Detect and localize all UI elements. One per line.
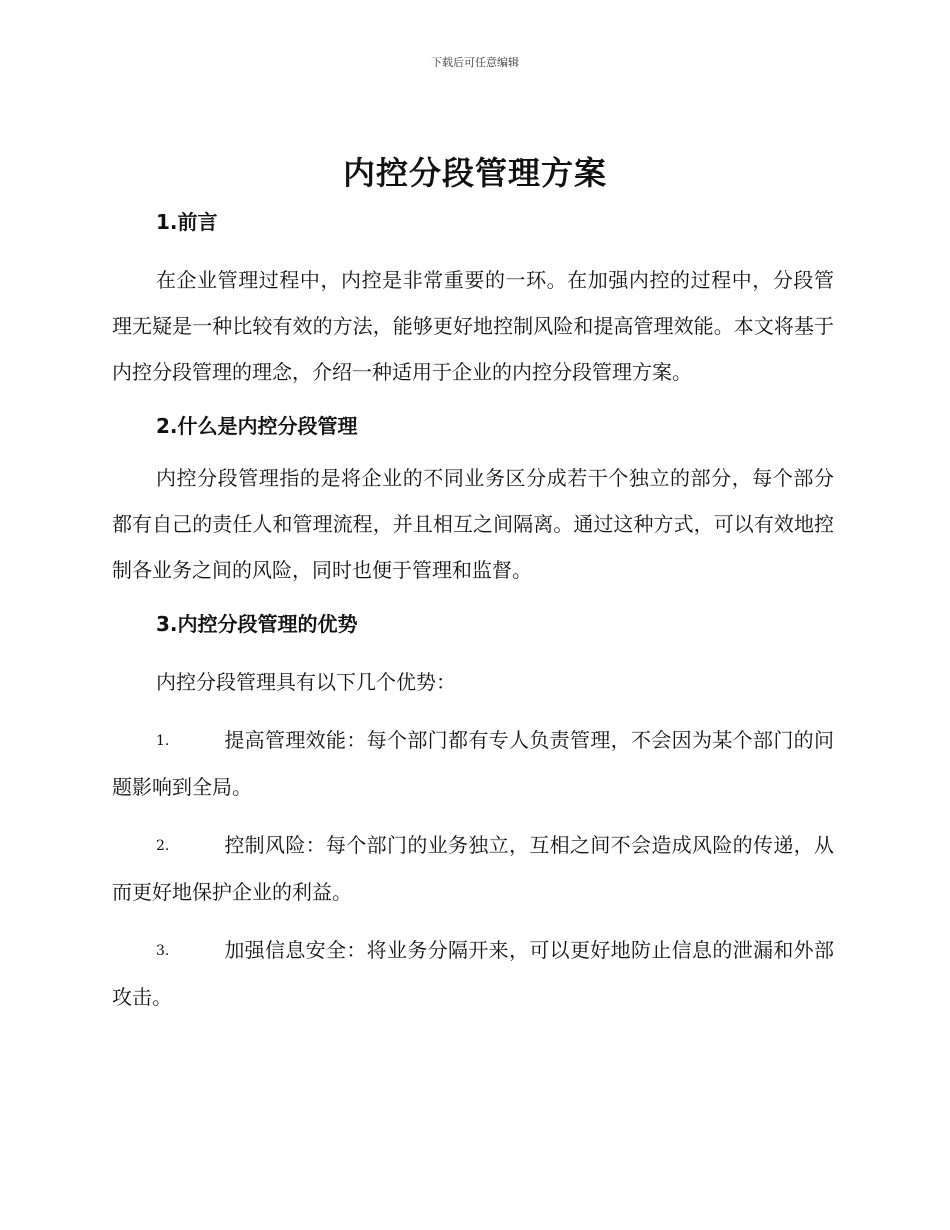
section-heading-1: 1.前言 (156, 210, 218, 234)
list-number-2: 2. (156, 838, 170, 854)
list-number-3: 3. (156, 943, 170, 959)
section-paragraph-3: 内控分段管理具有以下几个优势： (156, 670, 456, 694)
list-text-1: 提高管理效能：每个部门都有专人负责管理，不会因为某个部门的问题影响到全局。 (112, 728, 834, 799)
list-item-2 (112, 822, 834, 915)
list-text-2: 控制风险：每个部门的业务独立，互相之间不会造成风险的传递，从而更好地保护企业的利益。 (112, 833, 834, 904)
section-paragraph-2: 内控分段管理指的是将企业的不同业务区分成若干个独立的部分，每个部分都有自己的责任人和管理流程，并且相互之间隔离。通过这种方式，可以有效地控制各业务之间的风险，同时也便于管理和监督。 (112, 466, 834, 582)
document-title: 内控分段管理方案 (342, 154, 607, 192)
list-item-1 (112, 717, 834, 810)
document-body (112, 199, 834, 1020)
header-note: 下载后可任意编辑 (431, 56, 519, 69)
section-paragraph-1: 在企业管理过程中，内控是非常重要的一环。在加强内控的过程中，分段管理无疑是一种比较有效的方法，能够更好地控制风险和提高管理效能。本文将基于内控分段管理的理念，介绍一种适用于企业的内控分段管理方案。 (112, 268, 834, 384)
list-number-1: 1. (156, 733, 170, 749)
section-heading-2: 2.什么是内控分段管理 (156, 414, 358, 438)
section-heading-3: 3.内控分段管理的优势 (156, 612, 358, 636)
list-text-3: 加强信息安全：将业务分隔开来，可以更好地防止信息的泄漏和外部攻击。 (112, 938, 834, 1009)
list-item-3 (112, 927, 834, 1020)
